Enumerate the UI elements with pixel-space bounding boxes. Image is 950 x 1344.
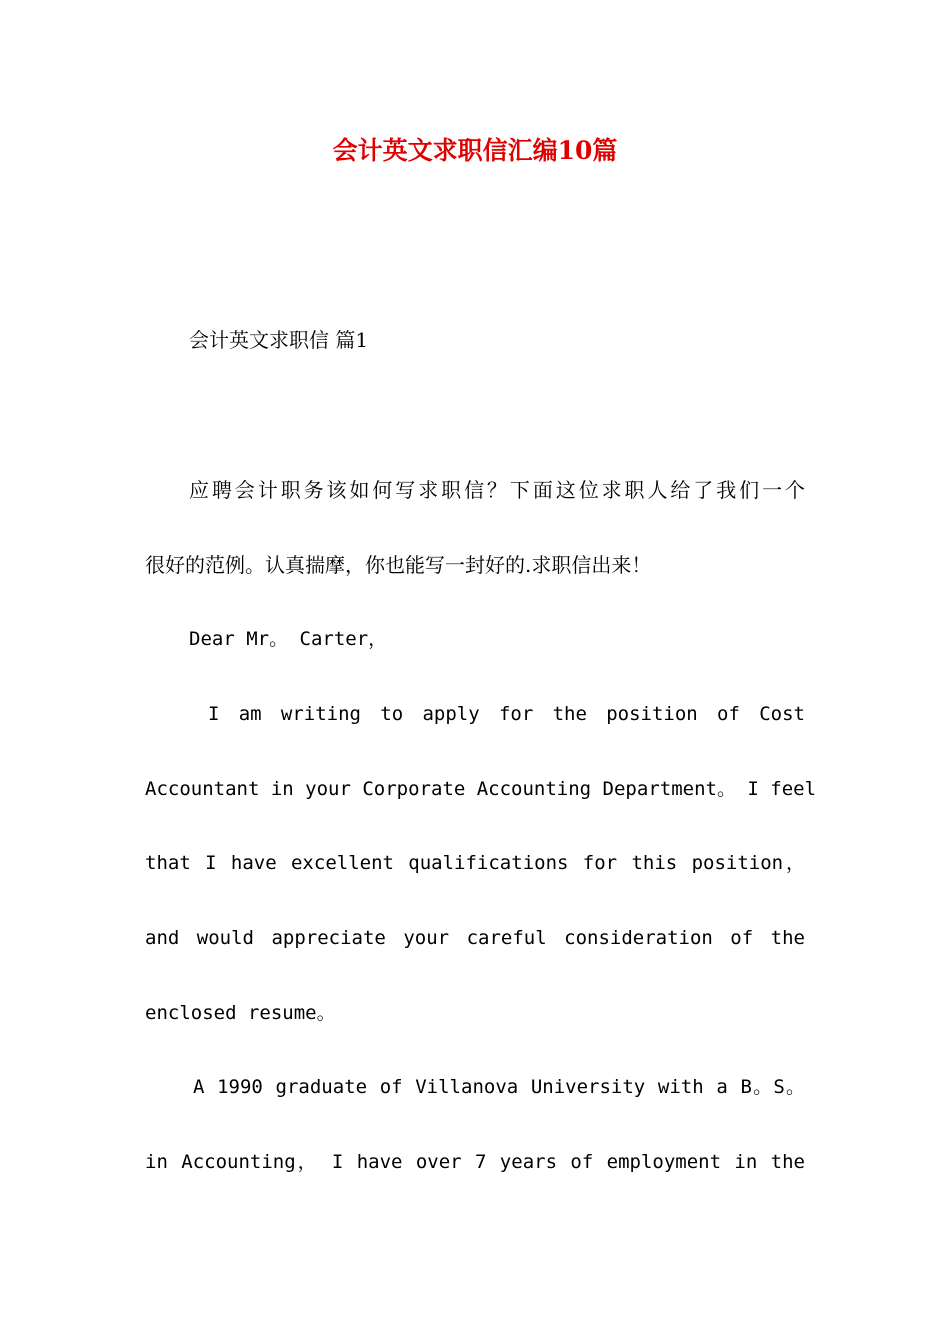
intro-line-2: 很好的范例。认真揣摩，你也能写一封好的.求职信出来！ bbox=[145, 553, 652, 577]
para2-line-2: in Accounting， I have over 7 years of employment in the bbox=[145, 1151, 805, 1173]
para1-line-4: and would appreciate your careful consideration of the bbox=[145, 927, 805, 949]
para1-line-3: that I have excellent qualifications for this position， bbox=[145, 852, 805, 874]
section-heading: 会计英文求职信 篇1 bbox=[189, 328, 369, 352]
salutation: Dear Mr。 Carter， bbox=[189, 628, 388, 650]
intro-line-1: 应聘会计职务该如何写求职信？下面这位求职人给了我们一个 bbox=[189, 478, 805, 502]
para1-line-5: enclosed resume。 bbox=[145, 1002, 336, 1024]
document-title: 会计英文求职信汇编10篇 bbox=[332, 136, 618, 165]
para2-line-1: A 1990 graduate of Villanova University with a B。S。 bbox=[193, 1076, 805, 1098]
para1-line-1: I am writing to apply for the position of Cost bbox=[208, 703, 805, 725]
para1-line-2: Accountant in your Corporate Accounting Department。 I feel bbox=[145, 778, 817, 800]
